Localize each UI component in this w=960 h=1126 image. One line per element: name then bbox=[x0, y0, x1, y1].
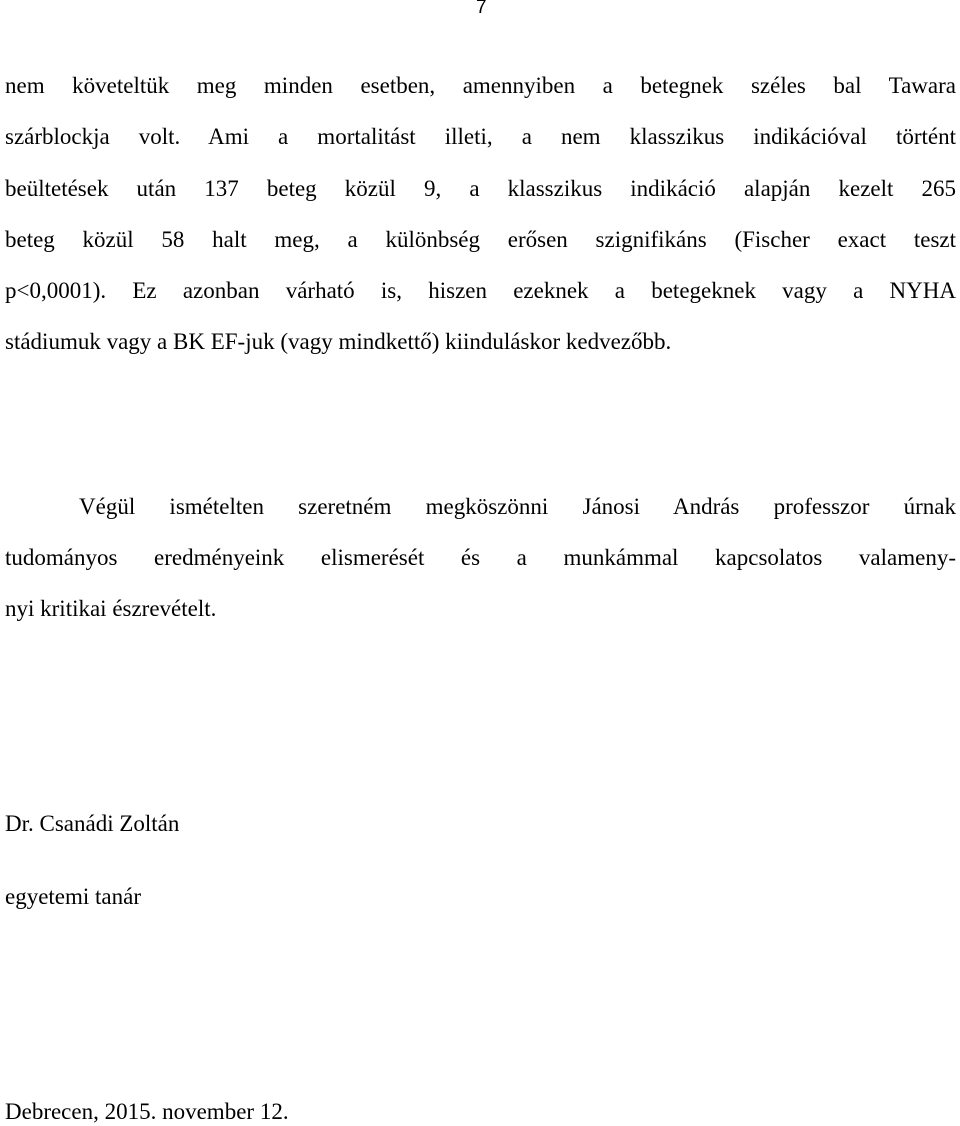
signer-name: Dr. Csanádi Zoltán bbox=[5, 811, 180, 836]
paragraph-line: stádiumuk vagy a BK EF-juk (vagy mindkettő) kiinduláskor kedvezőbb. bbox=[5, 329, 672, 354]
place-date: Debrecen, 2015. november 12. bbox=[5, 1099, 289, 1124]
page-number: 7 bbox=[476, 0, 487, 18]
paragraph-line: Végül ismételten szeretném megköszönni Jánosi András professzor úrnak bbox=[79, 494, 956, 519]
paragraph-line: nyi kritikai észrevételt. bbox=[5, 596, 217, 621]
paragraph-line: p<0,0001). Ez azonban várható is, hiszen ezeknek a betegeknek vagy a NYHA bbox=[5, 278, 956, 303]
paragraph-line: szárblockja volt. Ami a mortalitást illeti, a nem klasszikus indikációval történt bbox=[5, 124, 956, 149]
paragraph-line: beültetések után 137 beteg közül 9, a klasszikus indikáció alapján kezelt 265 bbox=[5, 176, 956, 201]
paragraph-line: nem követeltük meg minden esetben, amennyiben a betegnek széles bal Tawara bbox=[5, 73, 956, 98]
paragraph-line: beteg közül 58 halt meg, a különbség erősen szignifikáns (Fischer exact teszt bbox=[5, 227, 956, 252]
paragraph-line: tudományos eredményeink elismerését és a munkámmal kapcsolatos valameny- bbox=[5, 545, 956, 570]
signer-title: egyetemi tanár bbox=[5, 884, 142, 909]
